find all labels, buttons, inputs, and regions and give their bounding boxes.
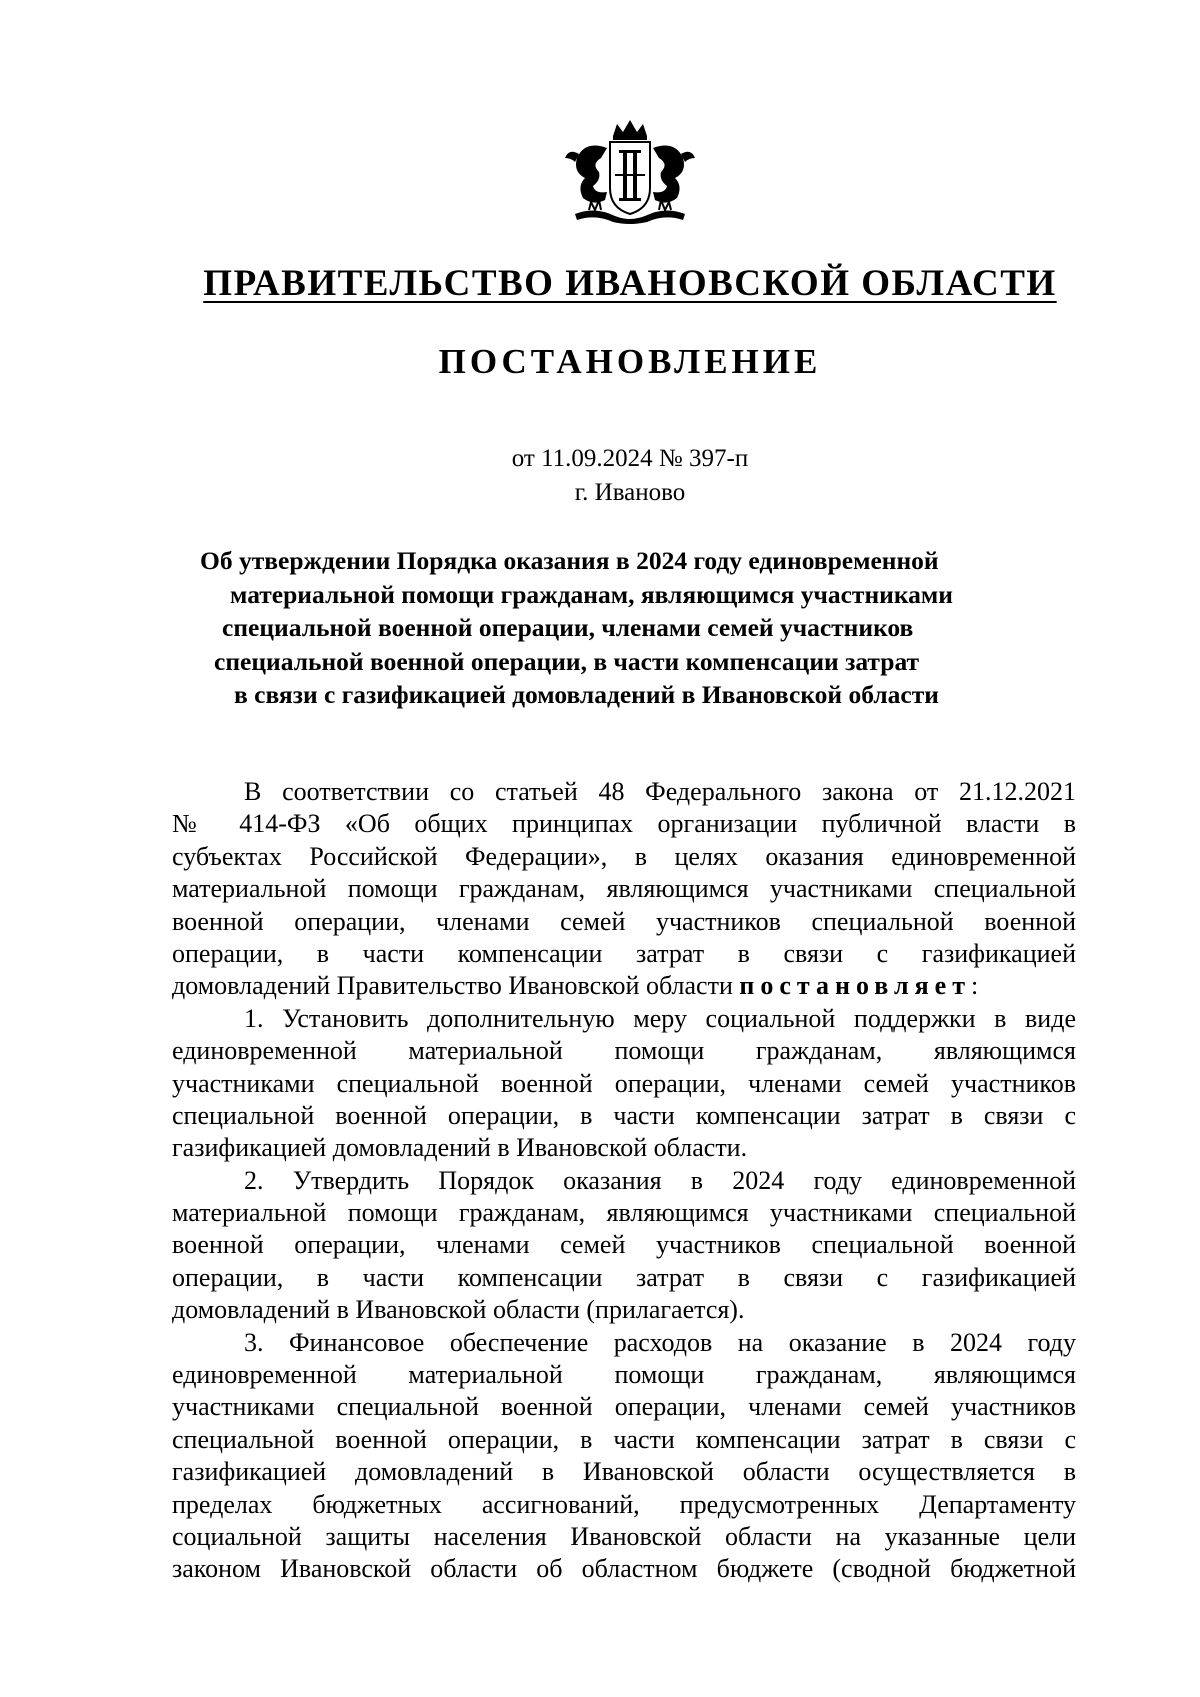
body-line: материальной помощи гражданам, являющимся участниками специальной [172,1198,1076,1228]
body-line: единовременной материальной помощи гражданам, являющимся [172,1360,1076,1390]
document-body [172,776,1076,1586]
subject-line: в связи с газификацией домовладений в Ивановской области [234,680,939,709]
body-line-decree [172,970,1076,1002]
body-line: 3. Финансовое обеспечение расходов на оказание в 2024 году [244,1327,1076,1357]
decree-colon: : [970,971,979,1001]
body-line-text: домовладений Правительство Ивановской области [172,971,740,1001]
body-line: В соответствии со статьей 48 Федерального закона от 21.12.2021 [244,777,1076,806]
body-line: пределах бюджетных ассигнований, предусмотренных Департаменту [172,1489,1076,1519]
body-line: специальной военной операции, в части компенсации затрат в связи с [172,1100,1076,1130]
body-line: операции, в части компенсации затрат в связи с газификацией [172,938,1076,968]
document-type: ПОСТАНОВЛЕНИЕ [438,342,822,381]
subject-line: материальной помощи гражданам, являющимся участниками [230,579,953,609]
body-line: субъектах Российской Федерации», в целях оказания единовременной [172,841,1076,871]
organization-title: ПРАВИТЕЛЬСТВО ИВАНОВСКОЙ ОБЛАСТИ [203,263,1057,304]
body-line: домовладений в Ивановской области (прилагается). [172,1295,745,1325]
body-line: социальной защиты населения Ивановской области на указанные цели [172,1521,1076,1551]
document-subject [200,544,1060,712]
subject-line: специальной военной операции, в части компенсации затрат [214,646,920,676]
body-line: единовременной материальной помощи гражданам, являющимся [172,1036,1076,1066]
document-date-number: от 11.09.2024 № 397-п [511,445,749,472]
body-line: газификацией домовладений в Ивановской области осуществляется в [172,1457,1076,1487]
body-line: военной операции, членами семей участников специальной военной [172,906,1076,936]
body-line: специальной военной операции, в части компенсации затрат в связи с [172,1424,1076,1454]
body-line: участниками специальной военной операции, членами семей участников [172,1392,1076,1422]
coat-of-arms-icon [555,118,705,228]
body-line: 1. Установить дополнительную меру социальной поддержки в виде [244,1003,1076,1033]
subject-line: специальной военной операции, членами семей участников [222,613,914,642]
document-city: г. Иваново [574,479,686,506]
subject-line: Об утверждении Порядка оказания в 2024 году единовременной [200,546,939,575]
decree-word: постановляет [739,971,971,1001]
body-line: газификацией домовладений в Ивановской области. [172,1133,748,1163]
body-line: военной операции, членами семей участников специальной военной [172,1230,1076,1260]
body-line: 2. Утвердить Порядок оказания в 2024 году единовременной [244,1165,1076,1195]
body-line: участниками специальной военной операции, членами семей участников [172,1068,1076,1098]
body-line: законом Ивановской области об областном бюджете (сводной бюджетной [172,1554,1076,1584]
body-line: № 414-ФЗ «Об общих принципах организации публичной власти в [172,809,1076,839]
body-line: операции, в части компенсации затрат в связи с газификацией [172,1262,1076,1292]
body-line: материальной помощи гражданам, являющимся участниками специальной [172,874,1076,904]
